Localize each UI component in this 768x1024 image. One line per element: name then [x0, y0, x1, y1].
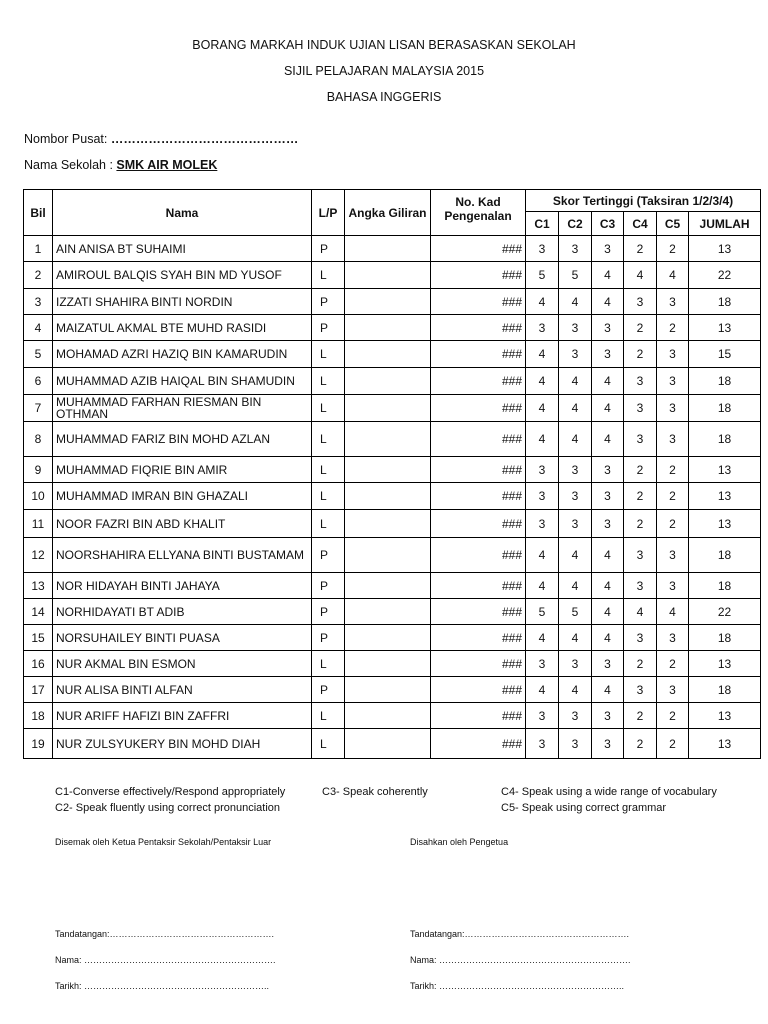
- ic-number-cell: ###: [431, 599, 526, 625]
- score-c4: 3: [624, 368, 657, 395]
- score-c1: 4: [526, 422, 559, 457]
- total-score: 22: [689, 599, 761, 625]
- total-score: 18: [689, 677, 761, 703]
- gender-cell: L: [312, 422, 345, 457]
- total-score: 13: [689, 315, 761, 341]
- ic-number-cell: ###: [431, 315, 526, 341]
- total-score: 22: [689, 262, 761, 289]
- score-c4: 3: [624, 538, 657, 573]
- table-row: [24, 573, 761, 599]
- score-c3: 3: [592, 729, 624, 759]
- header-jumlah: JUMLAH: [689, 212, 761, 236]
- header-c1: C1: [526, 212, 559, 236]
- score-c4: 2: [624, 457, 657, 483]
- total-score: 18: [689, 289, 761, 315]
- student-name: NUR ALISA BINTI ALFAN: [53, 677, 312, 703]
- angka-giliran-cell: [345, 651, 431, 677]
- score-c1: 4: [526, 395, 559, 422]
- row-number: 15: [24, 625, 53, 651]
- total-score: 18: [689, 422, 761, 457]
- ic-number-cell: ###: [431, 538, 526, 573]
- score-c2: 4: [559, 625, 592, 651]
- score-c4: 2: [624, 483, 657, 510]
- row-number: 17: [24, 677, 53, 703]
- header-c4: C4: [624, 212, 657, 236]
- ic-number-cell: ###: [431, 341, 526, 368]
- score-c4: 2: [624, 703, 657, 729]
- row-number: 8: [24, 422, 53, 457]
- total-score: 15: [689, 341, 761, 368]
- legend-c4: C4- Speak using a wide range of vocabulary: [501, 786, 717, 798]
- ic-number-cell: ###: [431, 510, 526, 538]
- gender-cell: L: [312, 703, 345, 729]
- header-lp: L/P: [312, 190, 345, 236]
- table-row: [24, 368, 761, 395]
- gender-cell: P: [312, 599, 345, 625]
- score-c2: 3: [559, 729, 592, 759]
- angka-giliran-cell: [345, 538, 431, 573]
- score-c5: 3: [657, 289, 689, 315]
- score-c1: 4: [526, 289, 559, 315]
- row-number: 7: [24, 395, 53, 422]
- legend-c3: C3- Speak coherently: [322, 786, 428, 798]
- total-score: 13: [689, 703, 761, 729]
- table-row: [24, 625, 761, 651]
- right-signature-line: Tandatangan:……………………………………………….: [410, 929, 630, 939]
- gender-cell: L: [312, 510, 345, 538]
- score-c2: 4: [559, 368, 592, 395]
- total-score: 13: [689, 510, 761, 538]
- score-c2: 3: [559, 510, 592, 538]
- angka-giliran-cell: [345, 262, 431, 289]
- row-number: 12: [24, 538, 53, 573]
- score-c1: 4: [526, 573, 559, 599]
- student-name: MUHAMMAD AZIB HAIQAL BIN SHAMUDIN: [53, 368, 312, 395]
- table-row: [24, 510, 761, 538]
- ic-number-cell: ###: [431, 729, 526, 759]
- score-c3: 3: [592, 483, 624, 510]
- row-number: 16: [24, 651, 53, 677]
- ic-number-cell: ###: [431, 573, 526, 599]
- angka-giliran-cell: [345, 703, 431, 729]
- student-name: NUR ZULSYUKERY BIN MOHD DIAH: [53, 729, 312, 759]
- row-number: 10: [24, 483, 53, 510]
- score-c1: 4: [526, 677, 559, 703]
- legend-c5: C5- Speak using correct grammar: [501, 802, 667, 814]
- score-c5: 2: [657, 729, 689, 759]
- total-score: 13: [689, 651, 761, 677]
- score-c3: 4: [592, 395, 624, 422]
- score-c4: 3: [624, 677, 657, 703]
- marks-table: [23, 189, 761, 759]
- gender-cell: P: [312, 573, 345, 599]
- marks-table-body: [24, 236, 761, 759]
- table-row: [24, 729, 761, 759]
- header-c5: C5: [657, 212, 689, 236]
- score-c2: 3: [559, 315, 592, 341]
- ic-number-cell: ###: [431, 262, 526, 289]
- exam-title: SIJIL PELAJARAN MALAYSIA 2015: [283, 64, 485, 78]
- right-date-line: Tarikh: ……………………………………………………..: [410, 981, 625, 991]
- gender-cell: L: [312, 341, 345, 368]
- score-c2: 3: [559, 703, 592, 729]
- centre-number-value: ………………………………………: [110, 132, 299, 146]
- score-c4: 3: [624, 625, 657, 651]
- score-c3: 4: [592, 289, 624, 315]
- total-score: 13: [689, 236, 761, 262]
- score-c5: 2: [657, 315, 689, 341]
- ic-number-cell: ###: [431, 236, 526, 262]
- gender-cell: P: [312, 289, 345, 315]
- table-row: [24, 341, 761, 368]
- form-title: BORANG MARKAH INDUK UJIAN LISAN BERASASKAN SEKOLAH: [192, 38, 576, 52]
- row-number: 6: [24, 368, 53, 395]
- gender-cell: L: [312, 729, 345, 759]
- table-row: [24, 677, 761, 703]
- table-row: [24, 236, 761, 262]
- score-c1: 4: [526, 341, 559, 368]
- score-c4: 2: [624, 729, 657, 759]
- score-c2: 3: [559, 236, 592, 262]
- score-c2: 3: [559, 483, 592, 510]
- student-name: NORHIDAYATI BT ADIB: [53, 599, 312, 625]
- score-c5: 3: [657, 625, 689, 651]
- ic-number-cell: ###: [431, 289, 526, 315]
- score-c1: 3: [526, 729, 559, 759]
- score-c1: 5: [526, 262, 559, 289]
- table-row: [24, 395, 761, 422]
- table-row: [24, 315, 761, 341]
- score-c2: 4: [559, 677, 592, 703]
- score-c3: 3: [592, 703, 624, 729]
- row-number: 1: [24, 236, 53, 262]
- ic-number-cell: ###: [431, 422, 526, 457]
- angka-giliran-cell: [345, 483, 431, 510]
- centre-number: [24, 132, 298, 146]
- score-c4: 2: [624, 236, 657, 262]
- header-skor-tertinggi: Skor Tertinggi (Taksiran 1/2/3/4): [526, 190, 761, 212]
- table-row: [24, 703, 761, 729]
- score-c4: 2: [624, 341, 657, 368]
- angka-giliran-cell: [345, 341, 431, 368]
- row-number: 2: [24, 262, 53, 289]
- total-score: 18: [689, 368, 761, 395]
- angka-giliran-cell: [345, 625, 431, 651]
- score-c3: 3: [592, 236, 624, 262]
- row-number: 11: [24, 510, 53, 538]
- angka-giliran-cell: [345, 457, 431, 483]
- student-name: NORSUHAILEY BINTI PUASA: [53, 625, 312, 651]
- score-c3: 4: [592, 368, 624, 395]
- header-no-kad-pengenalan: No. Kad Pengenalan: [431, 190, 526, 236]
- score-c5: 3: [657, 341, 689, 368]
- checked-by-title: Disemak oleh Ketua Pentaksir Sekolah/Pentaksir Luar: [55, 837, 272, 847]
- table-row: [24, 483, 761, 510]
- total-score: 18: [689, 573, 761, 599]
- angka-giliran-cell: [345, 729, 431, 759]
- score-c5: 3: [657, 538, 689, 573]
- left-name-line: Nama: ……………………………………………………….: [55, 955, 276, 965]
- score-c1: 3: [526, 703, 559, 729]
- score-c4: 3: [624, 289, 657, 315]
- total-score: 13: [689, 729, 761, 759]
- score-c1: 3: [526, 457, 559, 483]
- student-name: IZZATI SHAHIRA BINTI NORDIN: [53, 289, 312, 315]
- angka-giliran-cell: [345, 395, 431, 422]
- score-c1: 3: [526, 483, 559, 510]
- score-c2: 3: [559, 457, 592, 483]
- student-name: NOORSHAHIRA ELLYANA BINTI BUSTAMAM: [53, 538, 312, 573]
- score-c2: 3: [559, 341, 592, 368]
- student-name: MUHAMMAD IMRAN BIN GHAZALI: [53, 483, 312, 510]
- score-c1: 4: [526, 625, 559, 651]
- header-nama: Nama: [53, 190, 312, 236]
- score-c1: 4: [526, 538, 559, 573]
- score-c5: 2: [657, 483, 689, 510]
- score-c3: 3: [592, 510, 624, 538]
- student-name: MUHAMMAD FARIZ BIN MOHD AZLAN: [53, 422, 312, 457]
- school-name-label: Nama Sekolah :: [24, 158, 113, 172]
- row-number: 5: [24, 341, 53, 368]
- score-c5: 3: [657, 573, 689, 599]
- subject-title: BAHASA INGGERIS: [326, 90, 442, 104]
- row-number: 4: [24, 315, 53, 341]
- ic-number-cell: ###: [431, 483, 526, 510]
- score-c3: 4: [592, 599, 624, 625]
- gender-cell: P: [312, 236, 345, 262]
- gender-cell: P: [312, 677, 345, 703]
- approved-by-title: Disahkan oleh Pengetua: [410, 837, 509, 847]
- student-name: MUHAMMAD FARHAN RIESMAN BIN OTHMAN: [53, 395, 312, 422]
- student-name: NOR HIDAYAH BINTI JAHAYA: [53, 573, 312, 599]
- angka-giliran-cell: [345, 677, 431, 703]
- score-c4: 3: [624, 395, 657, 422]
- ic-number-cell: ###: [431, 677, 526, 703]
- header-bil: Bil: [24, 190, 53, 236]
- left-date-line: Tarikh: ……………………………………………………..: [55, 981, 270, 991]
- angka-giliran-cell: [345, 236, 431, 262]
- student-name: NUR ARIFF HAFIZI BIN ZAFFRI: [53, 703, 312, 729]
- ic-number-cell: ###: [431, 368, 526, 395]
- school-name-value: SMK AIR MOLEK: [116, 158, 218, 172]
- score-c5: 2: [657, 457, 689, 483]
- student-name: AIN ANISA BT SUHAIMI: [53, 236, 312, 262]
- gender-cell: L: [312, 457, 345, 483]
- angka-giliran-cell: [345, 510, 431, 538]
- score-c5: 2: [657, 510, 689, 538]
- student-name: MOHAMAD AZRI HAZIQ BIN KAMARUDIN: [53, 341, 312, 368]
- gender-cell: L: [312, 395, 345, 422]
- student-name: MUHAMMAD FIQRIE BIN AMIR: [53, 457, 312, 483]
- row-number: 18: [24, 703, 53, 729]
- angka-giliran-cell: [345, 315, 431, 341]
- gender-cell: P: [312, 625, 345, 651]
- row-number: 9: [24, 457, 53, 483]
- left-signature-line: Tandatangan:……………………………………………….: [55, 929, 275, 939]
- score-c3: 4: [592, 538, 624, 573]
- score-c3: 4: [592, 677, 624, 703]
- angka-giliran-cell: [345, 422, 431, 457]
- score-c5: 2: [657, 651, 689, 677]
- table-row: [24, 599, 761, 625]
- score-c1: 3: [526, 510, 559, 538]
- ic-number-cell: ###: [431, 703, 526, 729]
- ic-number-cell: ###: [431, 651, 526, 677]
- row-number: 19: [24, 729, 53, 759]
- table-row: [24, 651, 761, 677]
- legend-c1: C1-Converse effectively/Respond appropriately: [55, 786, 286, 798]
- table-row: [24, 289, 761, 315]
- right-name-line: Nama: ……………………………………………………….: [410, 955, 631, 965]
- score-c5: 2: [657, 236, 689, 262]
- total-score: 13: [689, 483, 761, 510]
- score-c2: 4: [559, 289, 592, 315]
- score-c2: 5: [559, 599, 592, 625]
- score-c3: 4: [592, 625, 624, 651]
- score-c2: 4: [559, 395, 592, 422]
- legend-c2: C2- Speak fluently using correct pronunciation: [55, 802, 281, 814]
- score-c3: 3: [592, 341, 624, 368]
- score-c3: 3: [592, 651, 624, 677]
- score-c2: 3: [559, 651, 592, 677]
- angka-giliran-cell: [345, 368, 431, 395]
- score-c5: 3: [657, 368, 689, 395]
- score-c1: 4: [526, 368, 559, 395]
- table-row: [24, 422, 761, 457]
- score-c1: 3: [526, 315, 559, 341]
- ic-number-cell: ###: [431, 395, 526, 422]
- score-c4: 2: [624, 651, 657, 677]
- angka-giliran-cell: [345, 599, 431, 625]
- score-c4: 4: [624, 262, 657, 289]
- school-name: [24, 158, 217, 172]
- gender-cell: L: [312, 262, 345, 289]
- score-c5: 3: [657, 422, 689, 457]
- ic-number-cell: ###: [431, 625, 526, 651]
- total-score: 18: [689, 625, 761, 651]
- score-c4: 3: [624, 573, 657, 599]
- score-c1: 3: [526, 236, 559, 262]
- score-c4: 2: [624, 510, 657, 538]
- score-c4: 3: [624, 422, 657, 457]
- gender-cell: L: [312, 483, 345, 510]
- table-row: [24, 262, 761, 289]
- score-c2: 4: [559, 422, 592, 457]
- gender-cell: P: [312, 538, 345, 573]
- total-score: 18: [689, 395, 761, 422]
- total-score: 18: [689, 538, 761, 573]
- table-row: [24, 457, 761, 483]
- score-c3: 4: [592, 573, 624, 599]
- header-c3: C3: [592, 212, 624, 236]
- score-c2: 5: [559, 262, 592, 289]
- score-c3: 4: [592, 422, 624, 457]
- score-c1: 5: [526, 599, 559, 625]
- score-c3: 4: [592, 262, 624, 289]
- student-name: AMIROUL BALQIS SYAH BIN MD YUSOF: [53, 262, 312, 289]
- centre-number-label: Nombor Pusat:: [24, 132, 108, 146]
- gender-cell: L: [312, 651, 345, 677]
- score-c3: 3: [592, 315, 624, 341]
- gender-cell: L: [312, 368, 345, 395]
- header-angka-giliran: Angka Giliran: [345, 190, 431, 236]
- score-c5: 2: [657, 703, 689, 729]
- score-c3: 3: [592, 457, 624, 483]
- header-c2: C2: [559, 212, 592, 236]
- score-c5: 3: [657, 395, 689, 422]
- total-score: 13: [689, 457, 761, 483]
- score-c1: 3: [526, 651, 559, 677]
- student-name: NOOR FAZRI BIN ABD KHALIT: [53, 510, 312, 538]
- row-number: 13: [24, 573, 53, 599]
- score-c5: 4: [657, 262, 689, 289]
- student-name: NUR AKMAL BIN ESMON: [53, 651, 312, 677]
- angka-giliran-cell: [345, 573, 431, 599]
- score-c2: 4: [559, 573, 592, 599]
- score-c5: 4: [657, 599, 689, 625]
- score-c4: 2: [624, 315, 657, 341]
- table-row: [24, 538, 761, 573]
- row-number: 14: [24, 599, 53, 625]
- ic-number-cell: ###: [431, 457, 526, 483]
- gender-cell: P: [312, 315, 345, 341]
- score-c5: 3: [657, 677, 689, 703]
- row-number: 3: [24, 289, 53, 315]
- score-c4: 4: [624, 599, 657, 625]
- student-name: MAIZATUL AKMAL BTE MUHD RASIDI: [53, 315, 312, 341]
- score-c2: 4: [559, 538, 592, 573]
- angka-giliran-cell: [345, 289, 431, 315]
